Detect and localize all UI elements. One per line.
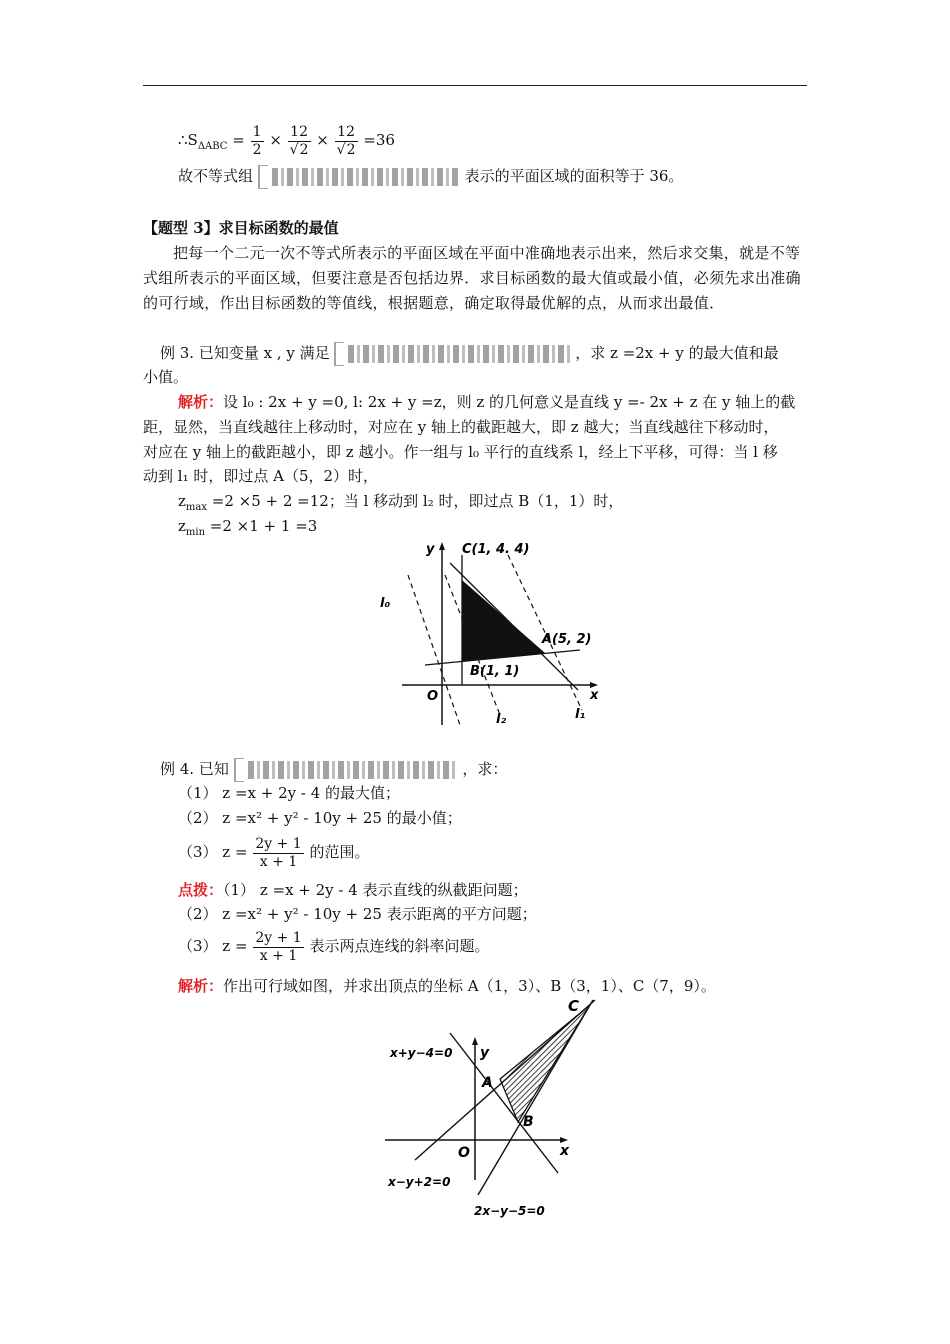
label-eq2: x−y+2=0: [388, 1175, 451, 1189]
zmin-line: $z_{min} =2 \times 1 + 1 =3$: [178, 517, 318, 538]
system-brace: [258, 165, 268, 189]
label-O: O: [458, 1145, 470, 1161]
label-eq3: 2x−y−5=0: [474, 1204, 545, 1218]
system-brace: [334, 342, 344, 366]
label-C: C: [568, 997, 580, 1015]
y-arrow: [472, 1037, 478, 1045]
hint-line1: 点拨：（1） z =x + 2y - 4 表示直线的纵截距问题；: [178, 881, 528, 899]
fraction-12-sqrt2-b: $\frac{12}{√2}$: [336, 123, 356, 158]
hint-line2: （2） z =x² + y² - 10y + 25 表示距离的平方问题；: [178, 905, 537, 923]
line-x-minus-y-plus-2: [415, 1000, 595, 1160]
blurred-constraint-system: [348, 345, 570, 363]
zmax-line: $z_{max} =2 \times 5 + 2 =12$；当 l 移动到 l₂ 时，即过点 B（1，1）时，: [178, 492, 624, 513]
label-B: B: [523, 1114, 534, 1130]
fraction-slope: $\frac{2y + 1}{x + 1}$: [255, 835, 302, 870]
label-x: x: [560, 1143, 570, 1159]
label-A: A(5, 2): [542, 632, 592, 647]
feasible-region: [462, 580, 545, 662]
header-rule: [143, 85, 807, 86]
section-paragraph: 把每一个二元一次不等式所表示的平面区域在平面中准确地表示出来，然后求交集，就是不等式组所表示的平面区域，但要注意是否包括边界．求目标函数的最大值或最小值，必须先求出准确的可行域，作出目标函数的等值线，根据题意，确定取得最优解的点，从而求出最值．: [143, 244, 801, 312]
feasible-region: [500, 1005, 590, 1122]
blurred-inequality-system: [272, 168, 460, 186]
y-arrow: [439, 542, 445, 550]
example3-solution-line4: 动到 l₁ 时，即过点 A（5，2）时，: [143, 467, 379, 485]
example3-statement: 例 3. 已知变量 x , y 满足 ，求 z =2x + y 的最大值和最: [160, 342, 779, 366]
fraction-half: $\frac{1}{2}$: [252, 123, 262, 158]
label-l0: l₀: [380, 596, 391, 611]
example3-solution-line1: 解析：设 l₀ : 2x + y =0, l: 2x + y =z，则 z 的几何意义是直线 y =- 2x + z 在 y 轴上的截: [178, 393, 796, 411]
example4-solution: 解析：作出可行域如图，并求出顶点的坐标 A（1，3）、B（3，1）、C（7，9）。: [178, 977, 716, 995]
label-B: B(1, 1): [470, 664, 520, 679]
fraction-slope-hint: $\frac{2y + 1}{x + 1}$: [255, 929, 302, 964]
fraction-12-sqrt2: $\frac{12}{√2}$: [289, 123, 309, 158]
figure-feasible-region-2: [380, 995, 610, 1225]
line-2x-minus-y-minus-5: [478, 1000, 593, 1195]
figure-feasible-region-1: [370, 535, 610, 730]
system-brace: [234, 758, 244, 782]
example4-statement: 例 4. 已知 ，求：: [160, 758, 507, 782]
label-l2: l₂: [496, 712, 507, 727]
label-y: y: [426, 542, 435, 557]
conclusion-line: 故不等式组 表示的平面区域的面积等于 36。: [178, 165, 683, 189]
label-x: x: [590, 688, 599, 703]
blurred-constraint-system: [248, 761, 458, 779]
label-A: A: [482, 1075, 493, 1091]
question-3: （3） z = $\frac{2y + 1}{x + 1}$ 的范围。: [178, 835, 370, 870]
label-O: O: [427, 689, 439, 704]
hint-line3: （3） z = $\frac{2y + 1}{x + 1}$ 表示两点连线的斜率问题。: [178, 929, 490, 964]
label-l1: l₁: [575, 707, 586, 722]
question-1: （1） z =x + 2y - 4 的最大值；: [178, 784, 401, 802]
example3-solution-line3: 对应在 y 轴上的截距越小，即 z 越小。作一组与 l₀ 平行的直线系 l，经上下平移，可得：当 l 移: [143, 443, 778, 461]
question-2: （2） z =x² + y² - 10y + 25 的最小值；: [178, 809, 462, 827]
example3-solution-line2: 距，显然，当直线越往上移动时，对应在 y 轴上的截距越大，即 z 越大；当直线越往下移动时，: [143, 418, 779, 436]
area-formula: $\therefore S_{\Delta ABC}$ = $\frac{1}{2}$ × $\frac{12}{√2}$ × $\frac{12}{√2}$ =36: [178, 123, 395, 158]
label-y: y: [480, 1045, 490, 1061]
label-C: C(1, 4. 4): [462, 542, 530, 557]
section-title: 【题型 3】求目标函数的最值: [143, 219, 339, 237]
label-eq1: x+y−4=0: [390, 1046, 453, 1060]
example3-statement-cont: 小值。: [143, 368, 189, 386]
